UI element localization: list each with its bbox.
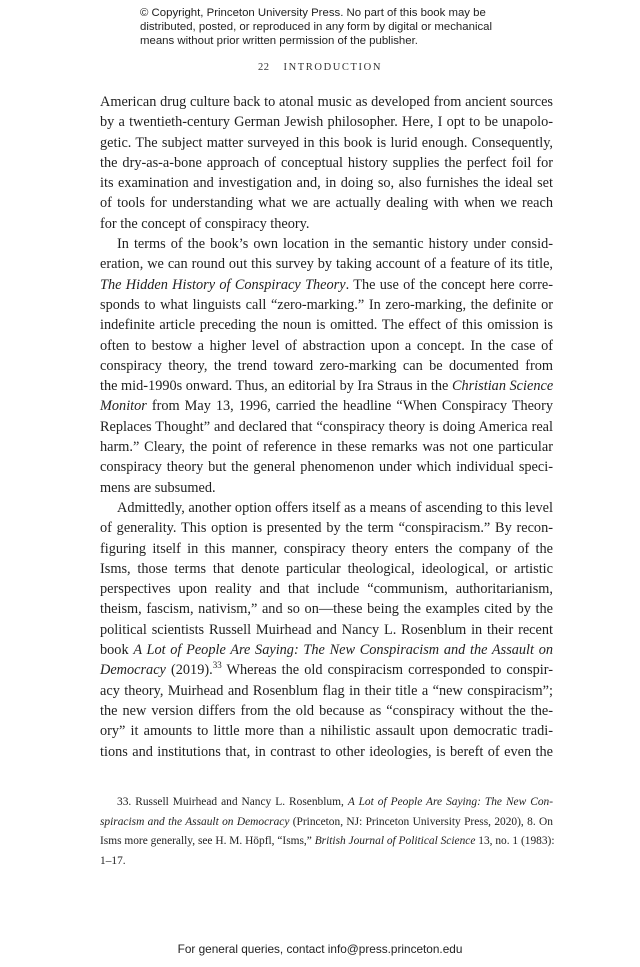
body-line: Replaces Thought” and declared that “conspiracy theory is doing America real [100,418,553,435]
italic-text: Monitor [100,398,147,415]
footnote-ref: 33 [212,660,222,671]
body-line: its examination and investigation and, in doing so, also furnishes the ideal set [100,175,553,192]
body-line: tions and institutions that, in contrast to other ideologies, is bereft of even the [100,743,553,760]
body-line: the dry-as-a-bone approach of conceptual history supplies the perfect foil for [100,154,553,171]
text-run: Whereas the old conspiracism corresponded to conspir- [221,662,553,679]
footnote [100,793,553,871]
text-run: 33. Russell Muirhead and Nancy L. Rosenblum, [117,796,348,808]
body-line: acy theory, Muirhead and Rosenblum flag in their title a “new conspiracism”; [100,682,553,699]
body-text [100,92,553,762]
body-line: political scientists Russell Muirhead and Nancy L. Rosenblum in their recent [100,621,553,638]
footer [0,942,640,956]
body-line: American drug culture back to atonal music as developed from ancient sources [100,94,553,110]
text-run: from May 13, 1996, carried the headline “When Conspiracy Theory [146,398,553,415]
body-line: sponds to what linguists call “zero-marking.” In zero-marking, the definite or [100,296,553,313]
footer-contact-text: For general queries, contact info@press.princeton.edu [177,942,463,956]
body-line: for the concept of conspiracy theory. [100,215,310,232]
body-line: perspectives upon reality and that include “communism, authoritarianism, [100,581,553,598]
body-line: harm.” Cleary, the point of reference in these remarks was not one particular [100,439,553,456]
text-run: . The use of the concept here corre- [345,276,553,293]
text-run: book [100,642,134,659]
body-line: mens are subsumed. [100,479,216,496]
running-head-section: INTRODUCTION [283,62,383,73]
body-line: of tools for understanding what we are actually dealing with when we reach [100,195,553,212]
footnote-line [100,813,553,833]
body-line: conspiracy theory but the general phenomenon under which individual speci- [100,459,553,476]
footnote-line [100,832,553,852]
body-line: getic. The subject matter surveyed in this book is lurid enough. Consequently, [100,134,553,151]
copyright-line: © Copyright, Princeton University Press. No part of this book may be [140,7,486,19]
body-line [100,396,553,416]
italic-text: A Lot of People Are Saying: The New Conspiracism and the Assault on [133,642,553,659]
italic-text: Democracy [100,662,166,679]
copyright-notice [140,6,520,49]
body-line [100,640,553,660]
body-line [100,376,553,396]
footnote-line [100,793,553,813]
body-line: In terms of the book’s own location in the semantic history under consid- [117,236,553,253]
text-run: Isms more generally, see H. M. Höpfl, “Isms,” [100,835,315,848]
text-run: 13, no. 1 (1983): [475,835,555,848]
italic-text: A Lot of People Are Saying: The New Con- [347,796,553,808]
footnote-line: 1–17. [100,854,126,867]
body-line [100,660,553,680]
text-run: (2019). [165,662,213,679]
body-line: by a twentieth-century German Jewish philosopher. Here, I opt to be unapolo- [100,114,553,131]
body-line: Admittedly, another option offers itself as a means of ascending to this level [117,499,553,516]
copyright-line: distributed, posted, or reproduced in any form by digital or mechanical [140,21,493,34]
body-line: the new version differs from the old because as “conspiracy without the the- [100,702,553,719]
italic-text: British Journal of Political Science [314,835,476,848]
body-line [100,275,553,295]
body-line: of generality. This option is presented by the term “conspiracism.” By recon- [100,520,553,537]
body-line: eration, we can round out this survey by taking account of a feature of its title, [100,256,553,273]
copyright-line: means without prior written permission of the publisher. [140,35,418,48]
page-number: 22 [257,62,270,73]
italic-text: The Hidden History of Conspiracy Theory [100,276,346,293]
italic-text: Christian Science [451,378,554,395]
body-line: indefinite article preceding the noun is omitted. The effect of this omission is [100,317,553,334]
running-head [0,62,640,73]
body-line: often to bestow a higher level of abstraction upon a concept. In the case of [100,337,553,354]
body-line: theism, fascism, nativism,” and so on—these being the examples cited by the [100,601,553,618]
body-line: Isms, those terms that denote particular theological, ideological, or artistic [100,560,553,577]
body-line: figuring itself in this manner, conspiracy theory enters the company of the [100,540,553,557]
text-run: the mid-1990s onward. Thus, an editorial by Ira Straus in the [100,378,452,395]
body-line: ory” it amounts to little more than a nihilistic assault upon democratic tradi- [100,723,553,740]
italic-text: spiracism and the Assault on Democracy [100,815,290,828]
text-run: (Princeton, NJ: Princeton University Press, 2020), 8. On [289,815,553,828]
body-line: conspiracy theory, the trend toward zero-marking can be documented from [100,357,553,374]
